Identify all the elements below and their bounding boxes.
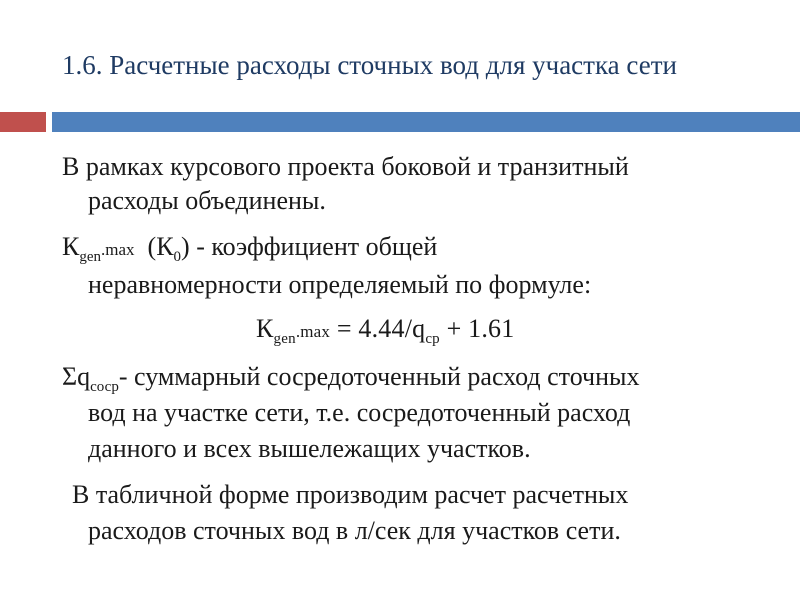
k0-rest: ) - коэффициент общей xyxy=(181,232,438,261)
formula-k-subscript: gen xyxy=(273,331,296,347)
accent-bar-red xyxy=(0,112,46,132)
formula-k-max: .max xyxy=(295,322,331,341)
formula-k: К xyxy=(256,314,274,343)
paragraph-3-line-3: данного и всех вышележащих участков. xyxy=(88,434,531,463)
sum-symbol: Σq xyxy=(62,362,91,391)
paragraph-1-line-1: В рамках курсового проекта боковой и транзитный xyxy=(62,152,629,181)
k0-subscript: 0 xyxy=(173,249,182,265)
accent-bar-blue xyxy=(52,112,800,132)
paragraph-3-line-2: вод на участке сети, т.е. сосредоточенный расход xyxy=(88,398,631,427)
formula-middle: = 4.44/q xyxy=(330,314,426,343)
slide-title: 1.6. Расчетные расходы сточных вод для участка сети xyxy=(62,50,677,80)
sum-rest: - суммарный сосредоточенный расход сточных xyxy=(118,362,640,391)
paragraph-1-line-2: расходы объединены. xyxy=(88,186,326,215)
paragraph-4-line-2: расходов сточных вод в л/сек для участков сети. xyxy=(88,516,621,545)
paragraph-2-line-2: неравномерности определяемый по формуле: xyxy=(88,270,592,299)
formula-end: + 1.61 xyxy=(439,314,515,343)
sum-definition-line xyxy=(62,362,640,395)
coefficient-definition-line xyxy=(62,232,437,265)
k-subscript: gen xyxy=(79,249,102,265)
sum-subscript: соср xyxy=(90,379,119,395)
k-symbol: К xyxy=(62,232,80,261)
formula xyxy=(256,314,514,347)
formula-q-subscript: ср xyxy=(425,331,440,347)
k-max: .max xyxy=(101,240,135,259)
paragraph-4-line-1: В табличной форме производим расчет расчетных xyxy=(72,480,629,509)
k0-open: (К xyxy=(134,232,174,261)
